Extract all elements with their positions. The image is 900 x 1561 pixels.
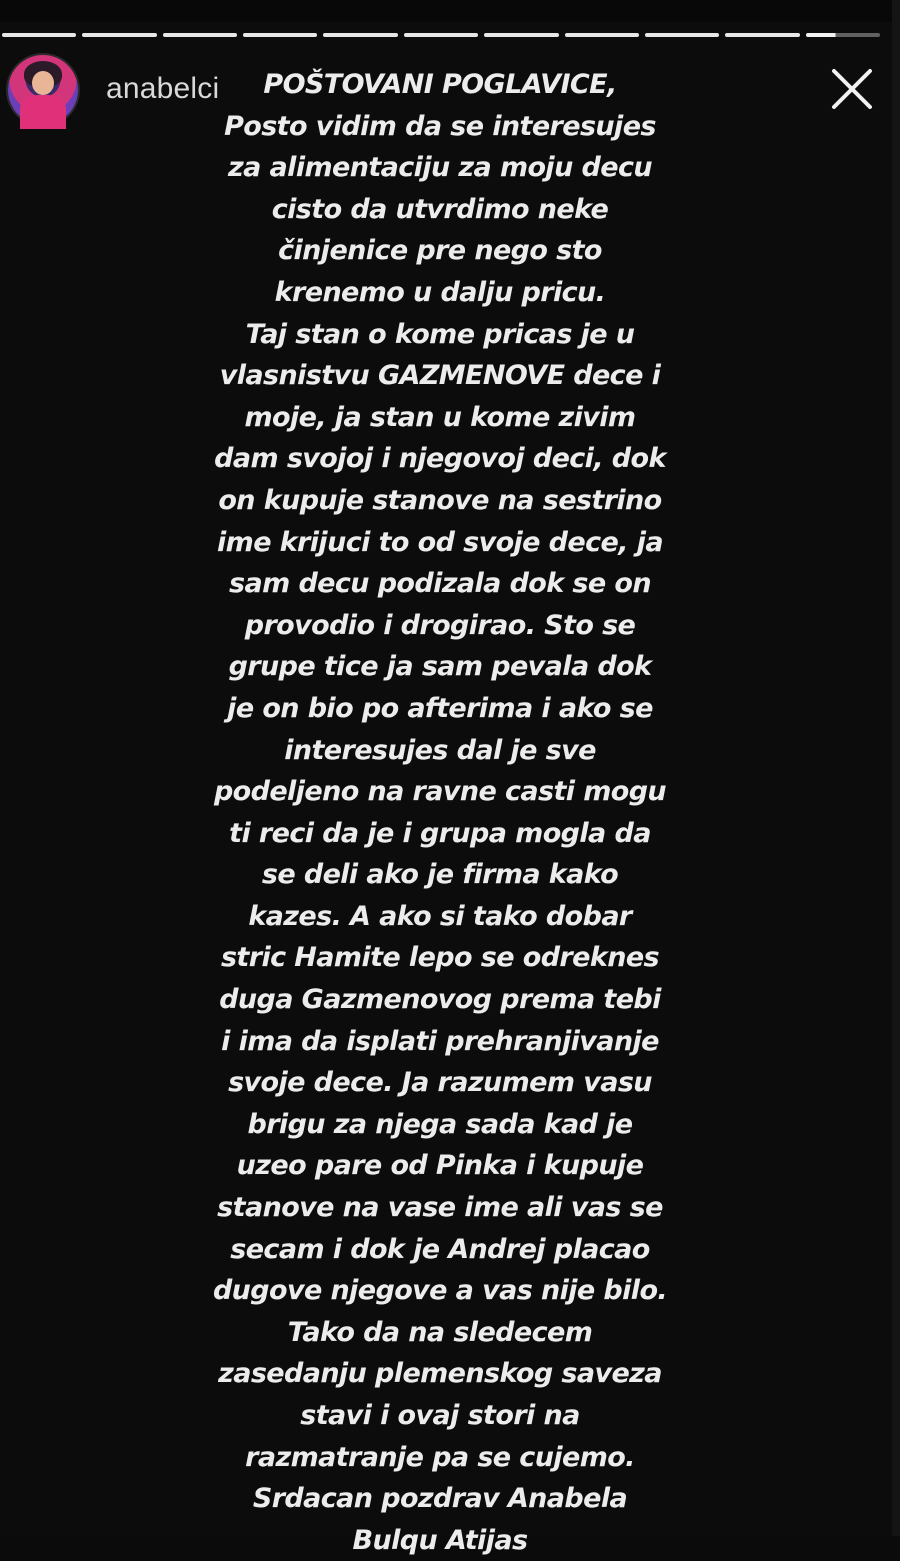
- progress-segment: [645, 33, 719, 37]
- progress-segment: [806, 33, 880, 37]
- progress-segment: [82, 33, 156, 37]
- close-icon: [826, 63, 878, 115]
- progress-segment: [565, 33, 639, 37]
- progress-segment: [163, 33, 237, 37]
- story-username[interactable]: anabelci: [106, 72, 220, 105]
- avatar-body: [20, 95, 66, 129]
- story-text-message: POŠTOVANI POGLAVICE, Posto vidim da se interesujes za alimentaciju za moju decu cisto da utvrdimo neke činjenice pre nego sto krenemo u dalju pricu. Taj stan o kome pricas je u vlasnistvu GAZMENOVE dece i moje, ja stan u kome zivim dam svojoj i njegovoj deci, dok on kupuje stanove na sestrino ime krijuci to od svoje dece, ja sam decu podizala dok se on provodio i drogirao. Sto se grupe tice ja sam pevala dok je on bio po afterima i ako se interesujes dal je sve podeljeno na ravne casti mogu ti reci da je i grupa mogla da se deli ako je firma kako kazes. A ako si tako dobar stric Hamite lepo se odreknes duga Gazmenovog prema tebi i ima da isplati prehranjivanje svoje dece. Ja razumem vasu brigu za njega sada kad je uzeo pare od Pinka i kupuje stanove na vase ime ali vas se secam i dok je Andrej placao dugove njegove a vas nije bilo. Tako da na sledecem zasedanju plemenskog saveza stavi i ovaj stori na razmatranje pa se cujemo. Srdacan pozdrav Anabela Bulqu Atijas: [212, 69, 668, 1556]
- screen-edge: [892, 0, 900, 1536]
- status-bar-area: [0, 0, 900, 22]
- profile-avatar[interactable]: [8, 55, 78, 125]
- progress-segment: [323, 33, 397, 37]
- progress-segment: [725, 33, 799, 37]
- progress-segment: [243, 33, 317, 37]
- progress-segment: [2, 33, 76, 37]
- progress-segment: [404, 33, 478, 37]
- avatar-face: [32, 71, 54, 95]
- progress-segment: [484, 33, 558, 37]
- story-progress-bar: [2, 33, 880, 37]
- close-button[interactable]: [826, 63, 878, 115]
